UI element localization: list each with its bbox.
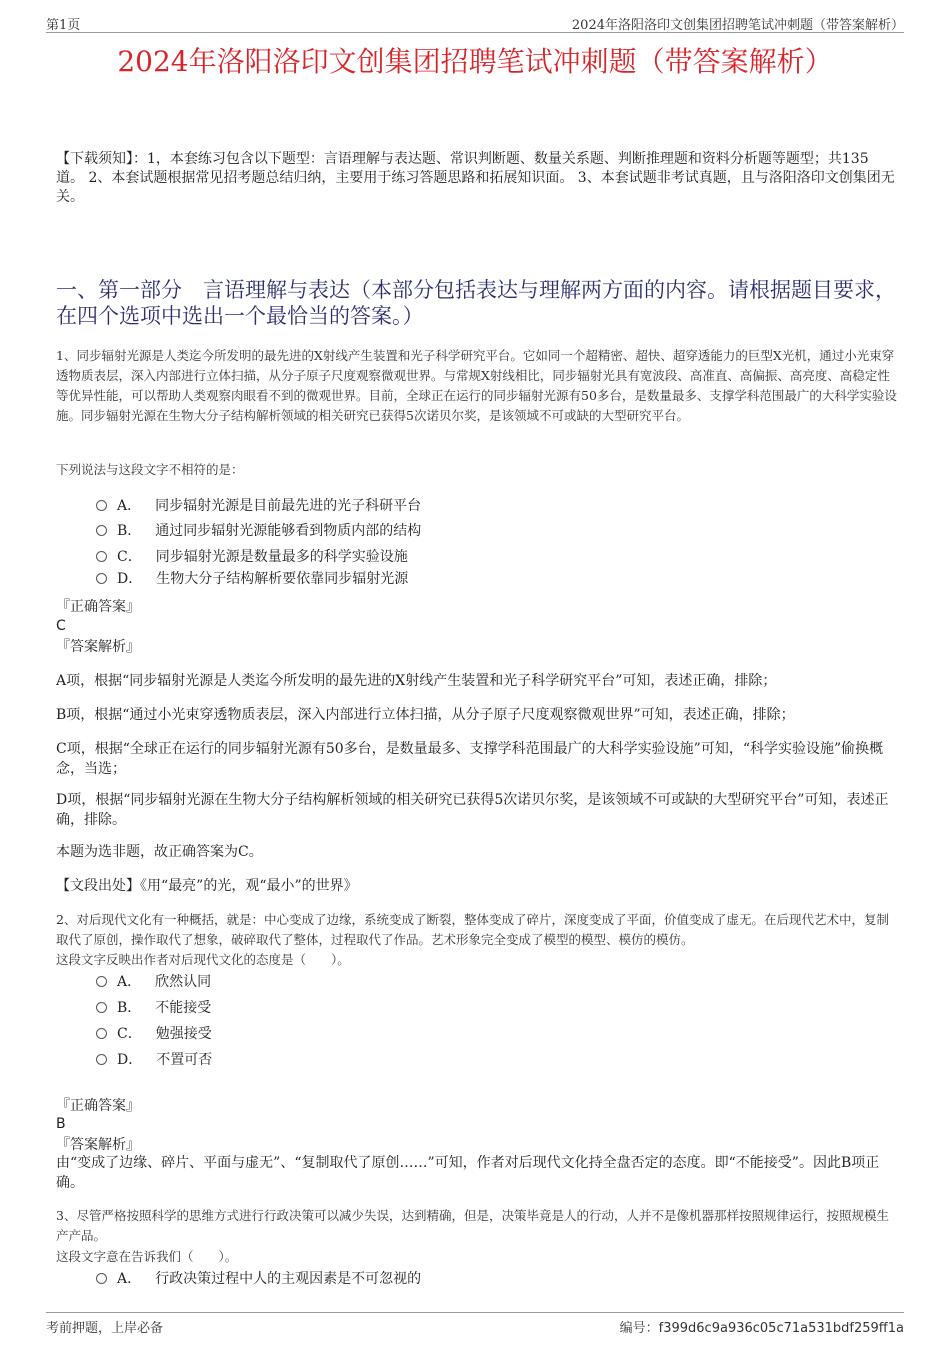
page-number: 第1页	[46, 18, 81, 33]
page-header	[46, 14, 904, 33]
q2-option-a[interactable]: A． 欣然认同	[96, 971, 211, 993]
q2-analysis: 由“变成了边缘、碎片、平面与虚无”、“复制取代了原创……”可知，作者对后现代文化持全盘否定的态度。即“不能接受”。因此B项正确。	[56, 1155, 880, 1191]
radio-icon[interactable]	[96, 976, 107, 987]
q3-ask: 这段文字意在告诉我们（ ）。	[56, 1249, 238, 1264]
q1-analysis-a: A项，根据“同步辐射光源是人类迄今所发明的最先进的X射线产生装置和光子科学研究平台”可知，表述正确，排除；	[56, 673, 777, 689]
q1-analysis-d: D项，根据“同步辐射光源在生物大分子结构解析领域的相关研究已获得5次诺贝尔奖，是该领域不可或缺的大型研究平台”可知，表述正确，排除。	[56, 792, 889, 828]
q2-analysis-label: 『答案解析』	[56, 1137, 140, 1153]
q1-analysis-b: B项，根据“通过小光束穿透物质表层，深入内部进行立体扫描，从分子原子尺度观察微观世界”可知，表述正确，排除；	[56, 707, 795, 723]
q1-analysis-label: 『答案解析』	[56, 639, 140, 655]
q1-correct-label: 『正确答案』	[56, 599, 140, 615]
q1-option-a[interactable]: A． 同步辐射光源是目前最先进的光子科研平台	[96, 495, 421, 517]
header-doc-title: 2024年洛阳洛印文创集团招聘笔试冲刺题（带答案解析）	[571, 18, 904, 33]
radio-icon[interactable]	[96, 1273, 107, 1284]
q1-option-c[interactable]: C． 同步辐射光源是数量最多的科学实验设施	[96, 546, 408, 568]
q1-stem: 1、同步辐射光源是人类迄今所发明的最先进的X射线产生装置和光子科学研究平台。它如同一个超精密、超快、超穿透能力的巨型X光机，通过小光束穿透物质表层，深入内部进行立体扫描，从分子原子尺度观察微观世界。与常规X射线相比，同步辐射光具有宽波段、高准直、高偏振、高亮度、高稳定性等优异性能，可以帮助人类观察肉眼看不到的微观世界。目前，全球正在运行的同步辐射光源有50多台，是数量最多、支撑学科范围最广的大科学实验设施。同步辐射光源在生物大分子结构解析领域的相关研究已获得5次诺贝尔奖，是该领域不可或缺的大型研究平台。	[56, 348, 897, 423]
radio-icon[interactable]	[96, 1002, 107, 1013]
q1-answer: C	[56, 618, 66, 634]
q1-analysis-c: C项，根据“全球正在运行的同步辐射光源有50多台，是数量最多、支撑学科范围最广的大科学实验设施”可知，“科学实验设施”偷换概念，当选；	[56, 741, 884, 777]
radio-icon[interactable]	[96, 500, 107, 511]
q2-ask: 这段文字反映出作者对后现代文化的态度是（ ）。	[56, 952, 350, 967]
q3-option-a[interactable]: A． 行政决策过程中人的主观因素是不可忽视的	[96, 1268, 421, 1290]
q1-conclusion: 本题为选非题，故正确答案为C。	[56, 844, 263, 860]
footer-slogan: 考前押题，上岸必备	[46, 1321, 164, 1336]
radio-icon[interactable]	[96, 551, 107, 562]
q1-source: 【文段出处】《用“最亮”的光，观“最小”的世界》	[56, 878, 358, 894]
q2-correct-label: 『正确答案』	[56, 1098, 140, 1114]
download-notice: 【下载须知】：1，本套练习包含以下题型：言语理解与表达题、常识判断题、数量关系题、判断推理题和资料分析题等题型；共135道。 2、本套试题根据常见招考题总结归纳，主要用于练习答题思路和拓展知识面。 3、本套试题非考试真题，且与洛阳洛印文创集团无关。	[56, 151, 895, 205]
radio-icon[interactable]	[96, 573, 107, 584]
q3-stem: 3、尽管严格按照科学的思维方式进行行政决策可以减少失误，达到精确，但是，决策毕竟是人的行动，人并不是像机器那样按照规律运行，按照规模生产产品。	[56, 1208, 889, 1243]
q2-option-c[interactable]: C． 勉强接受	[96, 1023, 212, 1045]
radio-icon[interactable]	[96, 1054, 107, 1065]
section-heading: 一、第一部分 言语理解与表达（本部分包括表达与理解两方面的内容。请根据题目要求，在四个选项中选出一个最恰当的答案。）	[56, 278, 896, 328]
page-title: 2024年洛阳洛印文创集团招聘笔试冲刺题（带答案解析）	[117, 45, 833, 78]
q1-option-b[interactable]: B． 通过同步辐射光源能够看到物质内部的结构	[96, 520, 421, 542]
q1-option-d[interactable]: D． 生物大分子结构解析要依靠同步辐射光源	[96, 568, 408, 590]
radio-icon[interactable]	[96, 525, 107, 536]
q2-stem: 2、对后现代文化有一种概括，就是：中心变成了边缘，系统变成了断裂，整体变成了碎片，深度变成了平面，价值变成了虚无。在后现代艺术中，复制取代了原创，操作取代了想象，破碎取代了整体，过程取代了作品。艺术形象完全变成了模型的模型、模仿的模仿。	[56, 912, 889, 947]
q2-answer: B	[56, 1116, 66, 1132]
footer-doc-id: 编号：f399d6c9a936c05c71a531bdf259ff1a	[619, 1321, 904, 1336]
q2-option-d[interactable]: D． 不置可否	[96, 1049, 212, 1071]
page-footer	[46, 1312, 904, 1336]
q2-option-b[interactable]: B． 不能接受	[96, 997, 211, 1019]
radio-icon[interactable]	[96, 1028, 107, 1039]
q1-ask: 下列说法与这段文字不相符的是：	[56, 462, 244, 477]
